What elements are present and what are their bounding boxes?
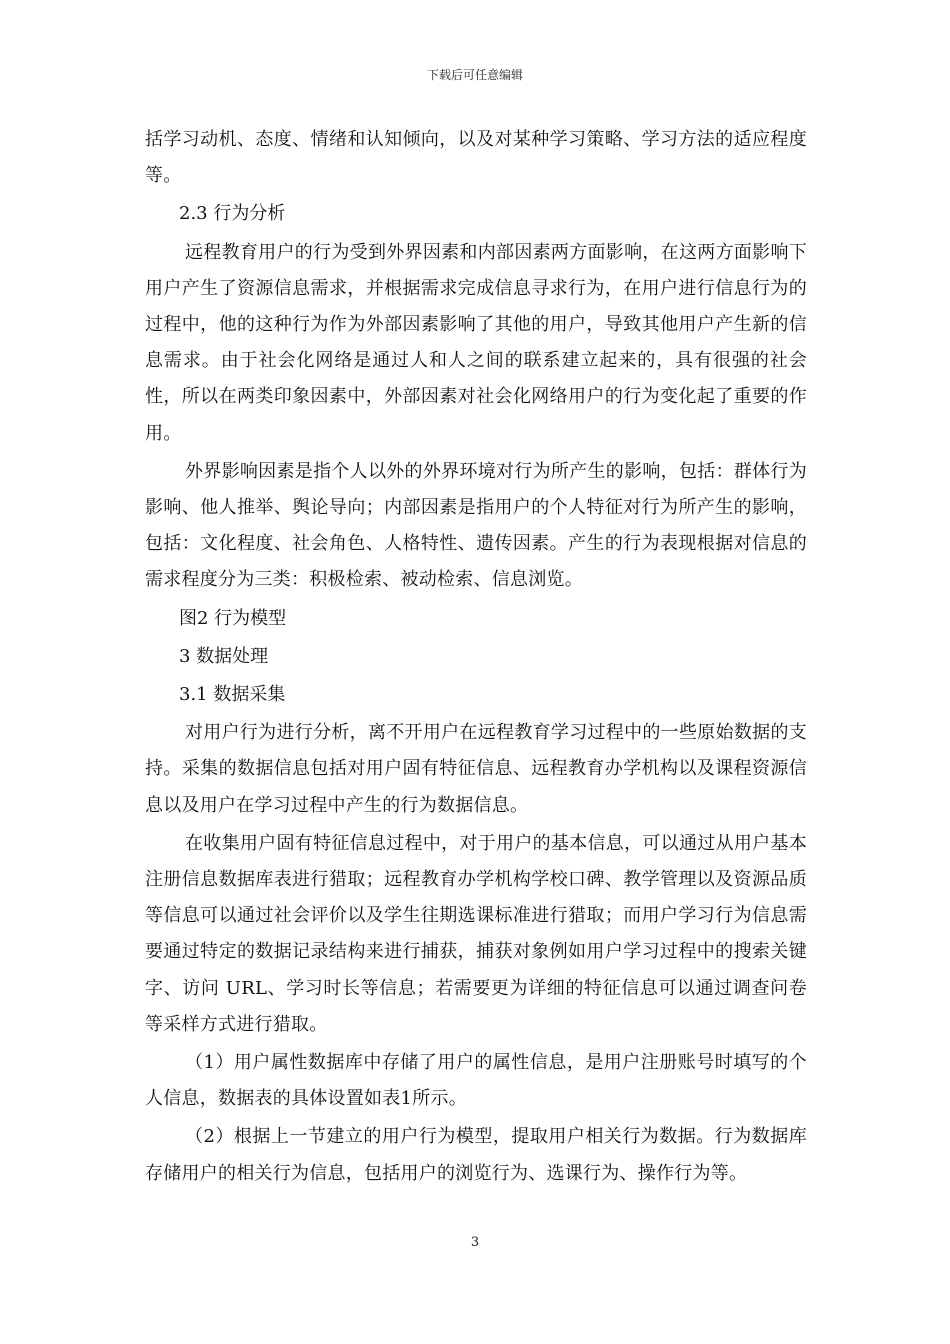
section-heading-2-3: 2.3 行为分析 (179, 203, 286, 225)
paragraph-behavior-db: （2）根据上一节建立的用户行为模型，提取用户相关行为数据。行为数据库存储用户的相关行为信息，包括用户的浏览行为、选课行为、操作行为等。 (145, 1126, 807, 1184)
page-header: 下载后可任意编辑 (426, 68, 523, 82)
section-heading-3: 3 数据处理 (179, 645, 269, 667)
paragraph-user-attribute-db: （1）用户属性数据库中存储了用户的属性信息，是用户注册账号时填写的个人信息，数据表的具体设置如表1所示。 (145, 1052, 807, 1110)
page-number: 3 (470, 1235, 480, 1250)
document-body (145, 122, 807, 1192)
paragraph-feature-collection: 在收集用户固有特征信息过程中，对于用户的基本信息，可以通过从用户基本注册信息数据库表进行猎取；远程教育办学机构学校口碑、教学管理以及资源品质等信息可以通过社会评价以及学生往期选课标准进行猎取；而用户学习行为信息需要通过特定的数据记录结构来进行捕获，捕获对象例如用户学习过程中的搜索关键字、访问 URL、学习时长等信息；若需要更为详细的特征信息可以通过调查问卷等采样方式进行猎取。 (145, 832, 807, 1035)
paragraph-data-collection: 对用户行为进行分析，离不开用户在远程教育学习过程中的一些原始数据的支持。采集的数据信息包括对用户固有特征信息、远程教育办学机构以及课程资源信息以及用户在学习过程中产生的行为数据信息。 (145, 722, 807, 816)
paragraph-influence-factors: 外界影响因素是指个人以外的外界环境对行为所产生的影响，包括：群体行为影响、他人推举、舆论导向；内部因素是指用户的个人特征对行为所产生的影响，包括：文化程度、社会角色、人格特性、遗传因素。产生的行为表现根据对信息的需求程度分为三类：积极检索、被动检索、信息浏览。 (145, 460, 807, 591)
paragraph-behavior-analysis: 远程教育用户的行为受到外界因素和内部因素两方面影响，在这两方面影响下用户产生了资源信息需求，并根据需求完成信息寻求行为，在用户进行信息行为的过程中，他的这种行为作为外部因素影响了其他的用户，导致其他用户产生新的信息需求。由于社会化网络是通过人和人之间的联系建立起来的，具有很强的社会性，所以在两类印象因素中，外部因素对社会化网络用户的行为变化起了重要的作用。 (145, 241, 807, 444)
figure-caption: 图2 行为模型 (179, 607, 287, 629)
section-heading-3-1: 3.1 数据采集 (179, 684, 286, 706)
paragraph-continuation: 括学习动机、态度、情绪和认知倾向，以及对某种学习策略、学习方法的适应程度等。 (145, 129, 807, 187)
